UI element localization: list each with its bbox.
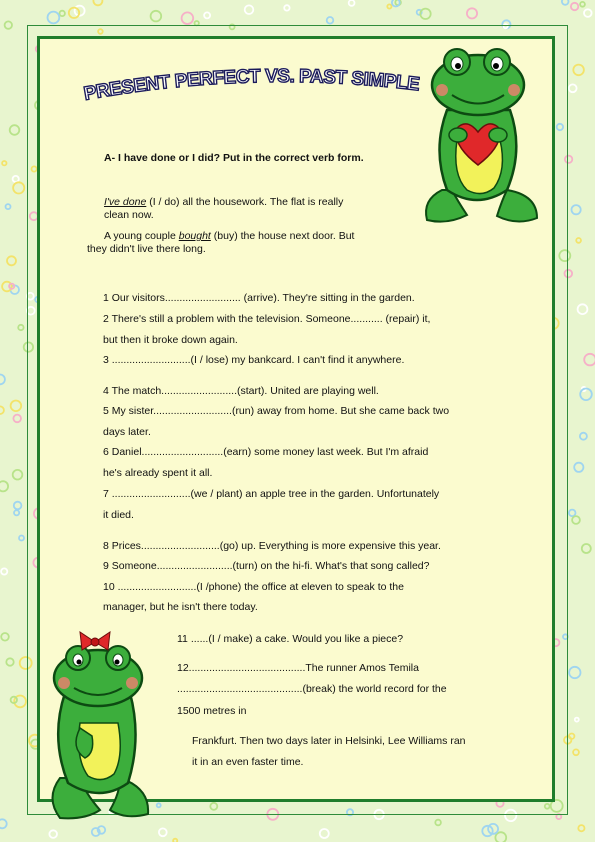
exercise-line: he's already spent it all. [103, 467, 213, 479]
example-2-text: (buy) the house next door. But [210, 230, 355, 242]
decorative-dot [245, 5, 254, 14]
example-1-text: (I / do) all the housework. The flat is really [146, 196, 344, 208]
decorative-dot [574, 463, 583, 472]
decorative-dot [578, 304, 588, 314]
exercise-line: 11 ......(I / make) a cake. Would you like a piece? [177, 633, 404, 645]
decorative-dot [580, 2, 585, 7]
decorative-dot [467, 8, 477, 18]
decorative-dot [7, 256, 16, 265]
exercise-line: it in an even faster time. [192, 756, 304, 768]
decorative-dot [5, 21, 12, 28]
decorative-dot [582, 544, 591, 553]
exercise-line: 5 My sister...........................(run) away from home. But she came back two [103, 405, 450, 417]
decorative-dot [19, 536, 24, 541]
decorative-dot [569, 84, 577, 92]
exercise-line: 10 ...........................(I /phone) the office at eleven to speak to the [103, 581, 404, 593]
exercise-line: manager, but he isn't there today. [103, 601, 258, 613]
decorative-dot [49, 830, 57, 838]
example-2-line-1 [104, 230, 354, 243]
exercise-line: Frankfurt. Then two days later in Helsinki, Lee Williams ran [192, 735, 466, 747]
decorative-dot [0, 406, 4, 414]
example-2-prefix: A young couple [104, 230, 179, 242]
exercise-line: days later. [103, 426, 151, 438]
decorative-dot [578, 825, 584, 831]
decorative-dot [573, 749, 579, 755]
decorative-dot [569, 510, 576, 517]
decorative-dot [2, 161, 6, 165]
decorative-dot [575, 718, 579, 722]
exercise-line: 2 There's still a problem with the television. Someone........... (repair) it, [103, 313, 431, 325]
decorative-dot [14, 502, 22, 510]
exercise-line: 3 ...........................(I / lose) my bankcard. I can't find it anywhere. [103, 354, 405, 366]
decorative-dot [93, 0, 102, 5]
exercise-line: 6 Daniel............................(earn) some money last week. But I'm afraid [103, 446, 429, 458]
exercise-line: 9 Someone..........................(turn) on the hi-fi. What's that song called? [103, 560, 430, 572]
decorative-dot [13, 470, 23, 480]
example-1-line-2: clean now. [104, 209, 154, 221]
decorative-dot [14, 510, 19, 515]
decorative-dot [0, 375, 5, 385]
exercise-line: 4 The match..........................(start). United are playing well. [103, 385, 379, 397]
decorative-dot [10, 125, 20, 135]
decorative-dot [349, 0, 355, 6]
decorative-dot [204, 12, 210, 18]
decorative-dot [0, 819, 7, 828]
decorative-dot [327, 17, 334, 24]
decorative-dot [13, 176, 19, 182]
decorative-dot [159, 828, 167, 836]
decorative-dot [13, 182, 24, 193]
decorative-dot [151, 11, 162, 22]
exercise-line: 8 Prices...........................(go) up. Everything is more expensive this year. [103, 540, 441, 552]
frog-with-heart-image [412, 40, 550, 230]
exercise-line: 7 ...........................(we / plant) an apple tree in the garden. Unfortunately [103, 488, 440, 500]
decorative-dot [182, 12, 194, 24]
exercise-line: 1 Our visitors.......................... (arrive). They're sitting in the garden. [103, 292, 415, 304]
decorative-dot [584, 354, 595, 366]
example-1-answer: I've done [104, 196, 147, 208]
decorative-dot [576, 238, 581, 243]
decorative-dot [573, 65, 584, 76]
decorative-dot [0, 481, 8, 491]
svg-text:PRESENT PERFECT VS. PAST SIMPL [82, 66, 420, 105]
decorative-dot [1, 633, 9, 641]
example-2-line-2: they didn't live there long. [87, 243, 206, 255]
decorative-dot [562, 0, 569, 5]
decorative-dot [571, 3, 578, 10]
decorative-dot [572, 205, 581, 214]
decorative-dot [435, 820, 441, 826]
decorative-dot [495, 832, 506, 842]
instruction: A- I have done or I did? Put in the correct verb form. [104, 152, 364, 164]
exercise-line: 12........................................The runner Amos Temila [177, 662, 419, 674]
worksheet-title: PRESENT PERFECT VS. PAST SIMPLE [82, 65, 420, 105]
exercise-line: it died. [103, 509, 134, 521]
decorative-dot [284, 5, 289, 10]
decorative-dot [13, 415, 21, 423]
frog-with-bow-image [40, 628, 160, 823]
decorative-dot [11, 401, 22, 412]
decorative-dot [18, 325, 23, 330]
decorative-dot [320, 829, 329, 838]
exercise-line: 1500 metres in [177, 705, 247, 717]
decorative-dot [1, 568, 7, 574]
example-1-line-1 [104, 196, 343, 209]
decorative-dot [60, 11, 65, 16]
decorative-dot [584, 9, 592, 17]
decorative-dot [48, 12, 60, 24]
decorative-dot [387, 4, 391, 8]
decorative-dot [569, 667, 580, 678]
example-2-answer: bought [178, 230, 211, 242]
decorative-dot [6, 658, 13, 665]
decorative-dot [6, 204, 11, 209]
decorative-dot [572, 516, 580, 524]
exercise-line: ...........................................(break) the world record for the [177, 683, 447, 695]
decorative-dot [580, 433, 587, 440]
worksheet-title-graphic [80, 60, 420, 110]
exercise-line: but then it broke down again. [103, 334, 238, 346]
